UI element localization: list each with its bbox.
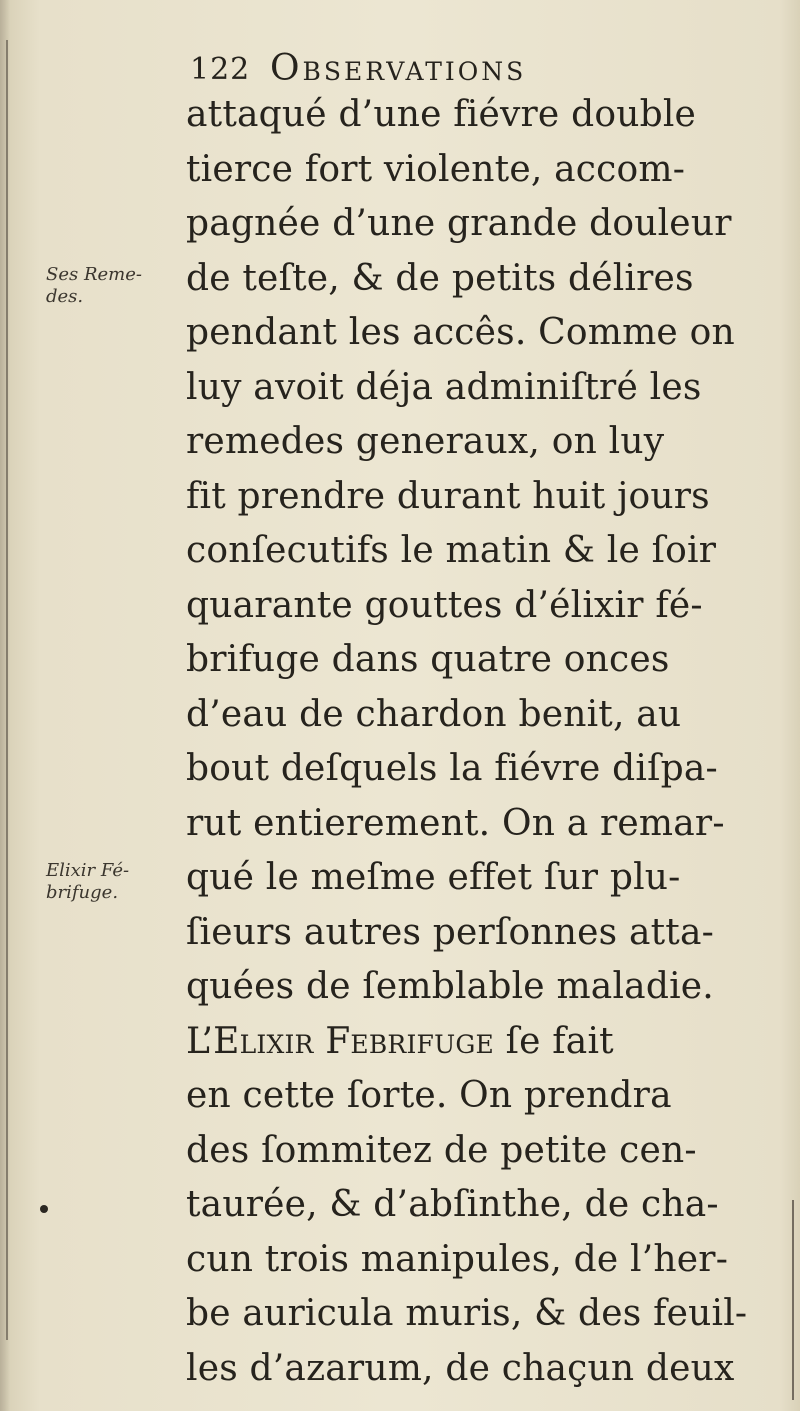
text-line: en cette ſorte. On prendra	[186, 1075, 672, 1116]
page-number: 122	[190, 52, 251, 87]
elixir-title: Elixir Febrifuge	[213, 1020, 494, 1062]
text-line: d’eau de chardon benit, au	[186, 693, 682, 735]
text-line: remedes generaux, on luy	[186, 421, 665, 462]
text-line: rut entierement. On a remar-	[186, 802, 725, 844]
page-header	[190, 48, 630, 92]
elixir-heading-line	[186, 1015, 746, 1070]
body-text	[186, 88, 746, 1396]
text-line: quarante gouttes d’élixir fé-	[186, 584, 703, 626]
margin-note-line: brifuge.	[46, 882, 119, 903]
ink-dot	[40, 1205, 48, 1213]
text-line: quées de ſemblable maladie.	[186, 966, 714, 1007]
left-edge-line	[6, 40, 8, 1340]
margin-note-line: des.	[46, 286, 84, 307]
text-line: bout deſquels la fiévre diſpa-	[186, 748, 718, 789]
text-line: attaqué d’une fiévre double	[186, 94, 697, 135]
text-line: tierce fort violente, accom-	[186, 148, 686, 190]
text-line: taurée, & d’abſinthe, de cha-	[186, 1184, 719, 1225]
text-line: qué le meſme effet ſur plu-	[186, 857, 681, 898]
text-line: pagnée d’une grande douleur	[186, 203, 732, 244]
elixir-rest: ſe fait	[493, 1020, 614, 1062]
text-line: pendant les accês. Comme on	[186, 312, 735, 353]
text-line: cun trois manipules, de l’her-	[186, 1238, 729, 1280]
text-line: luy avoit déja adminiſtré les	[186, 366, 702, 408]
text-line: ſieurs autres perſonnes atta-	[186, 911, 714, 953]
text-line: des ſommitez de petite cen-	[186, 1129, 697, 1171]
text-line: fit prendre durant huit jours	[186, 475, 710, 517]
text-line: conſecutifs le matin & le ſoir	[186, 530, 717, 571]
margin-note-line: Ses Reme-	[46, 264, 142, 285]
margin-note-elixir	[46, 860, 156, 904]
text-line: brifuge dans quatre onces	[186, 639, 670, 680]
binding-shadow	[0, 0, 10, 1411]
running-title: Observations	[270, 48, 527, 89]
elixir-lead: L’	[186, 1020, 214, 1062]
right-edge-line	[792, 1200, 794, 1400]
text-line: be auricula muris, & des feuil-	[186, 1293, 748, 1334]
margin-note-remedes	[46, 264, 156, 308]
text-line: de teſte, & de petits délires	[186, 257, 694, 299]
margin-note-line: Elixir Fé-	[46, 860, 130, 881]
text-line: les d’azarum, de chaçun deux	[186, 1347, 735, 1389]
